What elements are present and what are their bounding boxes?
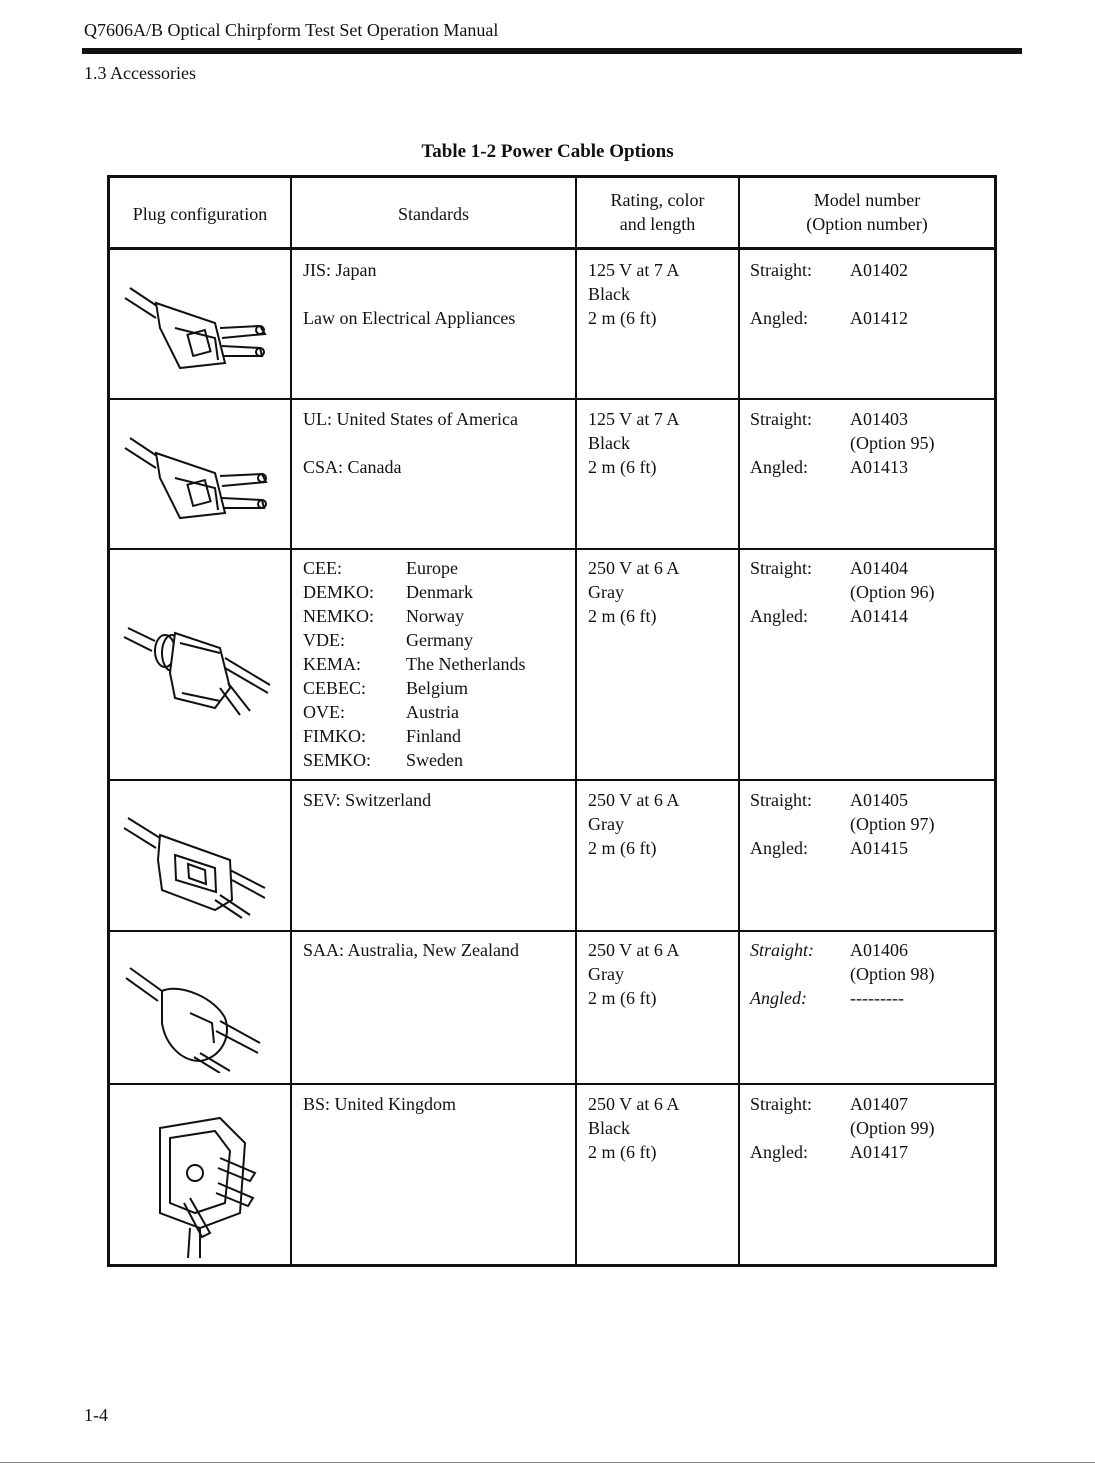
standard-country: Germany [406, 630, 473, 650]
row-divider [110, 930, 994, 932]
rating-voltage: 250 V at 6 A [588, 1094, 680, 1114]
model-label: Straight: [750, 260, 812, 280]
row5-rating [588, 938, 679, 1010]
model-label: Straight: [750, 790, 812, 810]
model-label [750, 1116, 850, 1140]
standard-country: Finland [406, 726, 462, 746]
header-divider [110, 247, 994, 250]
standard-code: DEMKO: [303, 582, 374, 602]
rating-color: Black [588, 433, 630, 453]
rating-voltage: 125 V at 7 A [588, 409, 680, 429]
row6-standards [303, 1092, 456, 1116]
page-number: 1-4 [84, 1405, 108, 1425]
standard-line [303, 282, 515, 306]
model-value: A01406 [850, 940, 908, 960]
model-value: A01412 [850, 308, 908, 328]
rating-color: Gray [588, 582, 624, 602]
model-value: A01407 [850, 1094, 908, 1114]
model-label: Angled: [750, 838, 808, 858]
model-value: (Option 95) [850, 433, 935, 453]
header-rating-line1: Rating, color [610, 190, 705, 210]
model-label [750, 962, 850, 986]
row1-rating [588, 258, 679, 330]
row2-rating [588, 407, 679, 479]
section-heading: 1.3 Accessories [84, 63, 196, 83]
model-label: Straight: [750, 558, 812, 578]
header-rating-line2: and length [619, 214, 696, 234]
row1-model [750, 258, 908, 330]
model-value: (Option 96) [850, 582, 935, 602]
model-value: A01417 [850, 1142, 908, 1162]
row5-standards [303, 938, 519, 962]
standard-code: FIMKO: [303, 726, 367, 746]
header-plug-configuration: Plug configuration [132, 204, 268, 224]
row2-model [750, 407, 935, 479]
model-value: A01403 [850, 409, 908, 429]
model-value: A01402 [850, 260, 908, 280]
row-divider [110, 398, 994, 400]
rating-length: 2 m (6 ft) [588, 606, 657, 626]
standard-code: OVE: [303, 702, 345, 722]
row4-model [750, 788, 935, 860]
model-value: A01413 [850, 457, 908, 477]
col-divider [290, 178, 292, 1264]
header-standards: Standards [398, 204, 469, 224]
standard-code: VDE: [303, 630, 345, 650]
standard-line: Law on Electrical Appliances [303, 308, 516, 328]
plug-saa-icon [120, 953, 280, 1073]
standard-line [303, 431, 518, 455]
model-label: Angled: [750, 308, 808, 328]
model-value: A01405 [850, 790, 908, 810]
row4-standards [303, 788, 431, 812]
manual-title: Q7606A/B Optical Chirpform Test Set Operation Manual [84, 20, 499, 40]
rating-voltage: 250 V at 6 A [588, 558, 680, 578]
model-value: (Option 97) [850, 814, 935, 834]
standard-country: Denmark [406, 582, 473, 602]
standard-line: SEV: Switzerland [303, 790, 432, 810]
page-bottom-rule [0, 1462, 1095, 1463]
model-label [750, 431, 850, 455]
header-model-number [740, 188, 994, 236]
rating-voltage: 250 V at 6 A [588, 940, 680, 960]
standard-country: Austria [406, 702, 459, 722]
row6-rating [588, 1092, 679, 1164]
plug-ul-icon [120, 418, 280, 538]
row6-model [750, 1092, 935, 1164]
row-divider [110, 1083, 994, 1085]
plug-bs-icon [130, 1103, 270, 1263]
standard-code: NEMKO: [303, 606, 374, 626]
standard-code: KEMA: [303, 654, 361, 674]
header-model-line1: Model number [813, 190, 921, 210]
model-label: Angled: [750, 988, 807, 1008]
header-rule [82, 48, 1022, 54]
header-model-line2: (Option number) [806, 214, 928, 234]
rating-voltage: 250 V at 6 A [588, 790, 680, 810]
table-caption: Table 1-2 Power Cable Options [421, 141, 674, 162]
row-divider [110, 548, 994, 550]
standard-country: Norway [406, 606, 464, 626]
rating-length: 2 m (6 ft) [588, 308, 657, 328]
standard-code: CEBEC: [303, 678, 367, 698]
rating-length: 2 m (6 ft) [588, 838, 657, 858]
standard-country: Belgium [406, 678, 468, 698]
row5-model [750, 938, 935, 1010]
standard-country: Sweden [406, 750, 463, 770]
rating-length: 2 m (6 ft) [588, 457, 657, 477]
standard-country: Europe [406, 558, 458, 578]
plug-sev-icon [120, 800, 280, 920]
row3-rating [588, 556, 679, 628]
standard-line: UL: United States of America [303, 409, 518, 429]
standard-country: The Netherlands [406, 654, 526, 674]
standard-line: BS: United Kingdom [303, 1094, 457, 1114]
model-value: A01415 [850, 838, 908, 858]
row1-standards [303, 258, 515, 330]
rating-length: 2 m (6 ft) [588, 1142, 657, 1162]
model-value: A01414 [850, 606, 908, 626]
plug-jis-icon [120, 268, 280, 388]
row4-rating [588, 788, 679, 860]
rating-voltage: 125 V at 7 A [588, 260, 680, 280]
model-label [750, 580, 850, 604]
model-label: Straight: [750, 1094, 812, 1114]
col-divider [738, 178, 740, 1264]
standard-line: JIS: Japan [303, 260, 377, 280]
model-value: --------- [850, 988, 904, 1008]
power-cable-table [107, 175, 997, 1267]
model-label: Angled: [750, 606, 808, 626]
model-label: Angled: [750, 1142, 808, 1162]
standard-line: CSA: Canada [303, 457, 402, 477]
rating-color: Black [588, 284, 630, 304]
standard-code: CEE: [303, 558, 342, 578]
rating-color: Gray [588, 814, 624, 834]
row-divider [110, 779, 994, 781]
model-value: A01404 [850, 558, 908, 578]
header-rating [577, 188, 738, 236]
model-value: (Option 98) [850, 964, 935, 984]
row3-standards [303, 556, 525, 772]
model-label: Straight: [750, 940, 815, 960]
model-label: Straight: [750, 409, 812, 429]
rating-length: 2 m (6 ft) [588, 988, 657, 1008]
model-label [750, 812, 850, 836]
row2-standards [303, 407, 518, 479]
rating-color: Black [588, 1118, 630, 1138]
standard-line: SAA: Australia, New Zealand [303, 940, 519, 960]
model-label: Angled: [750, 457, 808, 477]
row3-model [750, 556, 935, 628]
plug-cee-icon [120, 603, 280, 723]
standard-code: SEMKO: [303, 750, 372, 770]
model-value: (Option 99) [850, 1118, 935, 1138]
rating-color: Gray [588, 964, 624, 984]
col-divider [575, 178, 577, 1264]
